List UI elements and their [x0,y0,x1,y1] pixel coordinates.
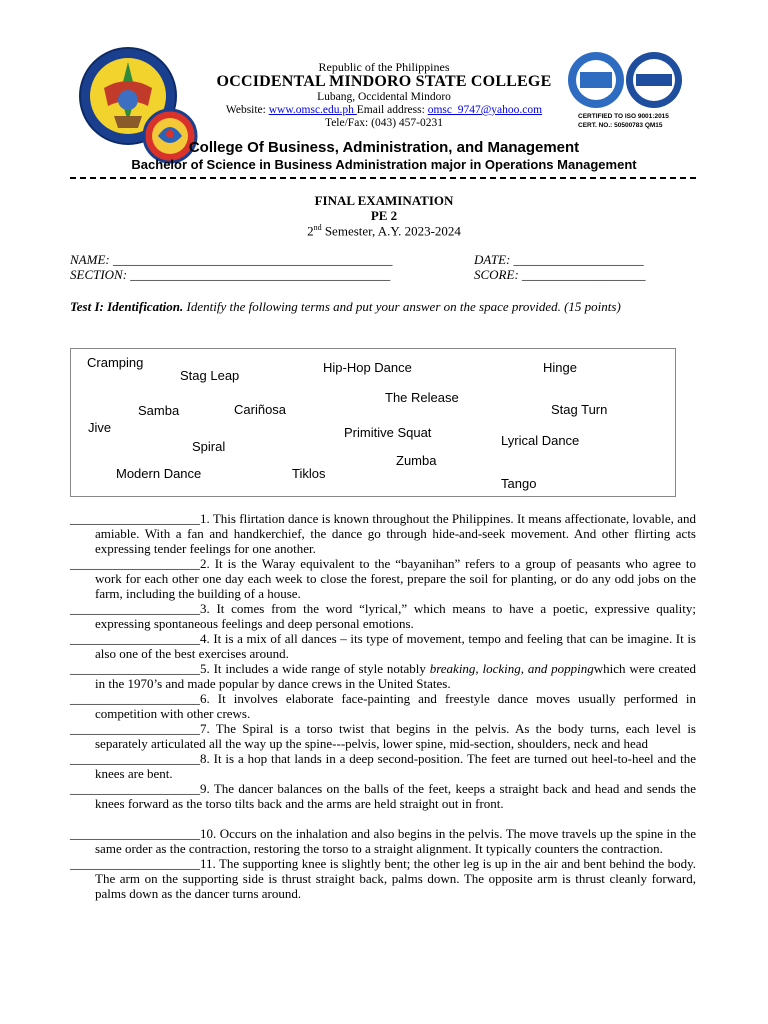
question-list [70,511,696,901]
email-label: Email address: [356,104,428,116]
header-divider [70,177,696,179]
cert-line-1: CERTIFIED TO ISO 9001:2015 [578,113,669,120]
term-stag-turn: Stag Turn [551,402,608,417]
program-name: Bachelor of Science in Business Administration major in Operations Management [131,157,637,172]
email-link[interactable]: omsc_9747@yahoo.com [427,104,543,116]
term-carinosa: Cariñosa [234,402,287,417]
term-tango: Tango [501,476,537,491]
term-the-release: The Release [385,390,459,405]
question-5 [70,661,696,691]
exam-title: FINAL EXAMINATION [314,193,454,208]
answer-blank-3[interactable]: ____________________ [70,601,200,616]
question-10 [70,826,696,856]
exam-subject: PE 2 [370,208,398,223]
word-bank-box [70,348,676,497]
question-text-6: 6. It involves elaborate face-painting and freestyle dance moves usually performed in competition with other crews. [95,691,696,721]
answer-blank-1[interactable]: ____________________ [70,511,200,526]
republic-line: Republic of the Philippines [318,60,450,74]
question-11 [70,856,696,901]
term-stag-leap: Stag Leap [180,368,240,383]
website-link[interactable]: www.omsc.edu.ph [268,104,357,116]
college-address: Lubang, Occidental Mindoro [317,91,451,103]
question-2 [70,556,696,601]
semester-text: Semester, A.Y. 2023-2024 [321,223,461,239]
question-text-9: 9. The dancer balances on the balls of the feet, keeps a straight back and head and sends the knees forward as the torso tilts back and the arms are held straight out in front. [95,781,696,811]
exam-semester [0,223,768,239]
term-primitive-squat: Primitive Squat [344,425,432,440]
term-modern-dance: Modern Dance [116,466,202,481]
semester-number: 2 [307,223,314,239]
name-field[interactable]: NAME: ___________________________________________ [70,252,393,267]
term-hip-hop-dance: Hip-Hop Dance [323,360,412,375]
term-samba: Samba [138,403,180,418]
question-7 [70,721,696,751]
question-3 [70,601,696,631]
answer-blank-4[interactable]: ____________________ [70,631,200,646]
answer-blank-11[interactable]: ____________________ [70,856,200,871]
answer-blank-9[interactable]: ____________________ [70,781,200,796]
question-4 [70,631,696,661]
term-spiral: Spiral [192,439,226,454]
term-hinge: Hinge [543,360,577,375]
term-zumba: Zumba [396,453,437,468]
question-text-10: 10. Occurs on the inhalation and also begins in the pelvis. The move travels up the spine in the same order as the contraction, restoring the torso to a straight alignment. It typically counters the contraction. [95,826,696,856]
answer-blank-7[interactable]: ____________________ [70,721,200,736]
term-tiklos: Tiklos [292,466,326,481]
question-text-5a: 5. It includes a wide range of style notably [200,661,430,676]
answer-blank-5[interactable]: ____________________ [70,661,200,676]
term-jive: Jive [88,420,112,435]
semester-suffix: nd [313,223,322,232]
question-1 [70,511,696,556]
answer-blank-2[interactable]: ____________________ [70,556,200,571]
question-text-8: 8. It is a hop that lands in a deep second-position. The feet are turned out heel-to-heel and the knees are bent. [95,751,696,781]
department-name: College Of Business, Administration, and Management [188,139,580,156]
question-text-5-emphasis: breaking, locking, and popping [429,661,594,676]
website-label: Website: [225,104,269,116]
question-6 [70,691,696,721]
college-name: OCCIDENTAL MINDORO STATE COLLEGE [216,73,552,90]
question-text-4: 4. It is a mix of all dances – its type of movement, tempo and feeling that can be imagine. It is also one of the best exercises around. [95,631,696,661]
answer-blank-8[interactable]: ____________________ [70,751,200,766]
test-instruction [70,299,696,314]
answer-blank-10[interactable]: ____________________ [70,826,200,841]
question-8 [70,751,696,781]
term-lyrical-dance: Lyrical Dance [501,433,580,448]
question-spacer [70,811,696,826]
question-text-1: 1. This flirtation dance is known throughout the Philippines. It means affectionate, lovable, and amiable. With a fan and handkerchief, the dance go through hide-and-seek movement. And other flirting acts expressing tender feelings for one another. [95,511,696,556]
website-email-line [0,104,768,116]
answer-blank-6[interactable]: ____________________ [70,691,200,706]
question-text-3: 3. It comes from the word “lyrical,” which means to have a poetic, expressive quality; expressing spontaneous feelings and deep personal emotions. [95,601,696,631]
test-heading: Test I: Identification. [70,299,184,314]
question-text-2: 2. It is the Waray equivalent to the “bayanihan” refers to a group of peasants who agree to work for each other one day each week to close the forest, prepare the soil for planting, or do any odd jobs on the farm, including the building of a house. [95,556,696,601]
question-text-11: 11. The supporting knee is slightly bent; the other leg is up in the air and bent behind the body. The arm on the supporting side is thrust straight back, palms down. The opposite arm is thrust cleanly forward, palms down as the dancer turns around. [95,856,696,901]
telefax-line: Tele/Fax: (043) 457-0231 [324,117,443,129]
date-field[interactable]: DATE: ____________________ [474,252,644,267]
question-9 [70,781,696,811]
question-text-5b: which were created in the 1970’s and made popular by dance crews in the United States. [95,661,696,691]
test-instruction-text: Identify the following terms and put your answer on the space provided. (15 points) [183,299,621,314]
score-field[interactable]: SCORE: ___________________ [474,267,646,282]
question-text-7: 7. The Spiral is a torso twist that begins in the pelvis. As the body turns, each level is separately articulated all the way up the spine---pelvis, lower spine, mid-section, shoulders, neck and head [95,721,696,751]
term-cramping: Cramping [87,355,144,370]
section-field[interactable]: SECTION: ________________________________________ [70,267,391,282]
cert-line-2: CERT. NO.: 50500783 QM15 [578,122,663,129]
